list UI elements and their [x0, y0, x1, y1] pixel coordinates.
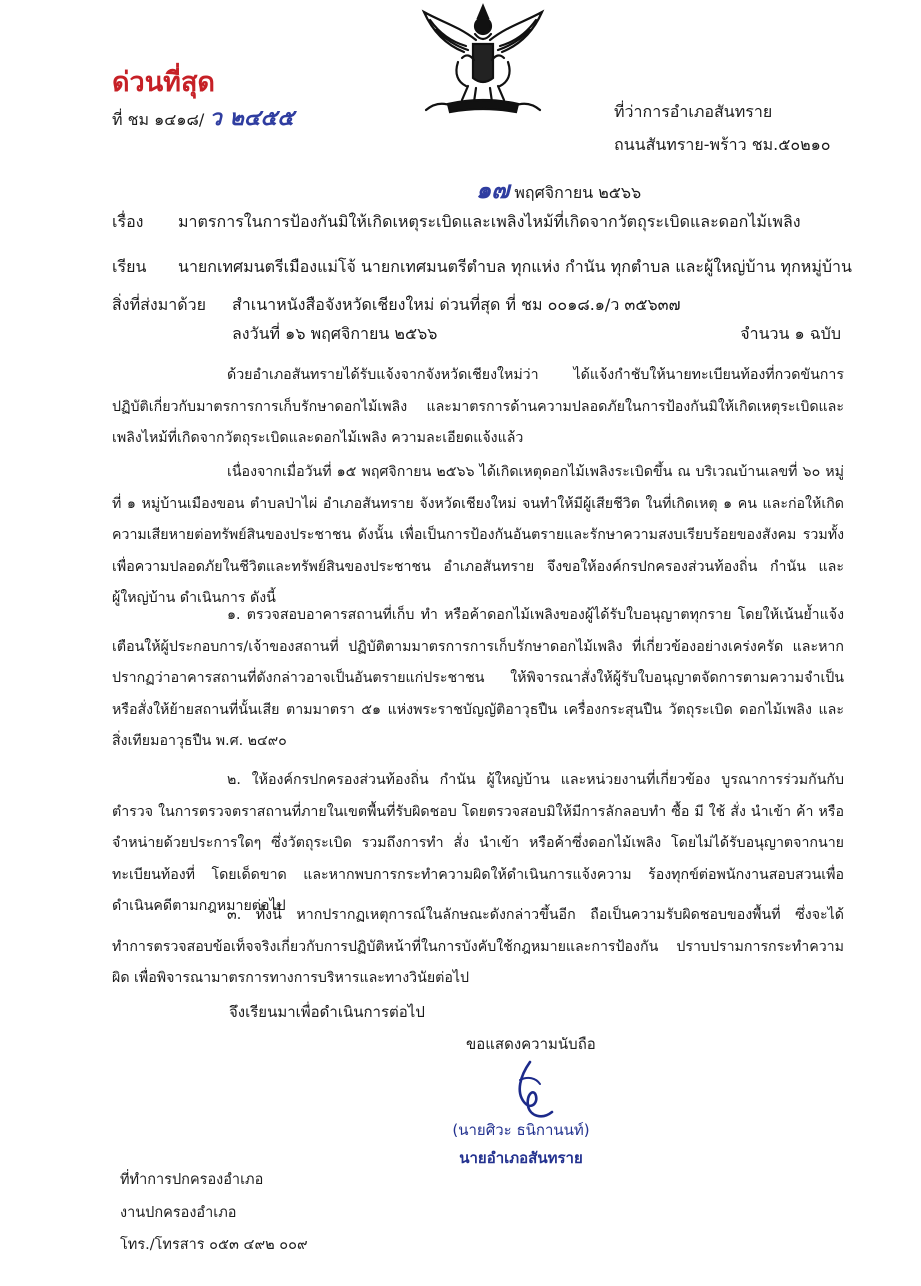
- office-address: ถนนสันทราย-พร้าว ชม.๕๐๒๑๐: [614, 135, 831, 154]
- contact-office: ที่ทำการปกครองอำเภอ: [120, 1172, 264, 1188]
- contact-department: งานปกครองอำเภอ: [120, 1205, 237, 1221]
- enclosure-line-2: ลงวันที่ ๑๖ พฤศจิกายน ๒๕๖๖: [232, 324, 438, 343]
- enclosure-copies: จำนวน ๑ ฉบับ: [740, 324, 841, 343]
- closing-request: จึงเรียนมาเพื่อดำเนินการต่อไป: [229, 1003, 425, 1021]
- date-day-handwritten: ๑๗: [476, 175, 510, 204]
- signer-position: นายอำเภอสันทราย: [459, 1149, 583, 1167]
- date-month-year: พฤศจิกายน ๒๕๖๖: [514, 183, 642, 202]
- document-date: [476, 170, 641, 209]
- body-paragraph-4: ๒. ให้องค์กรปกครองส่วนท้องถิ่น กำนัน ผู้ใหญ่บ้าน และหน่วยงานที่เกี่ยวข้อง บูรณาการร่วมกันกับตำรวจ ในการตรวจตราสถานที่ภายในเขตพื้นที่รับผิดชอบ โดยตรวจสอบมิให้มีการลักลอบทำ ซื้อ มี ใช้ สั่ง นำเข้า ค้า หรือจำหน่ายด้วยประการใดๆ ซึ่งวัตถุระเบิด รวมถึงการทำ สั่ง นำเข้า หรือค้าซึ่งดอกไม้เพลิง โดยไม่ได้รับอนุญาตจากนายทะเบียนท้องที่ โดยเด็ดขาด และหากพบการกระทำความผิดให้ดำเนินการแจ้งความ ร้องทุกข์ต่อพนักงานสอบสวนเพื่อดำเนินคดีตามกฎหมายต่อไป: [112, 772, 844, 914]
- reference-number-handwritten: ว ๒๔๕๕: [209, 105, 294, 131]
- document-reference: [112, 100, 294, 135]
- body-paragraph-1: ด้วยอำเภอสันทรายได้รับแจ้งจากจังหวัดเชียงใหม่ว่า ได้แจ้งกำชับให้นายทะเบียนท้องที่กวดขันการปฏิบัติเกี่ยวกับมาตรการการเก็บรักษาดอกไม้เพลิง และมาตรการด้านความปลอดภัยในการป้องกันมิให้เกิดเหตุระเบิดและเพลิงไหม้ที่เกิดจากวัตถุระเบิดและดอกไม้เพลิง ความละเอียดแจ้งแล้ว: [112, 367, 844, 446]
- contact-phone: โทร./โทรสาร ๐๕๓ ๔๙๒ ๐๐๙: [120, 1237, 308, 1253]
- urgent-heading: ด่วนที่สุด: [112, 67, 215, 98]
- body-paragraph-3: ๑. ตรวจสอบอาคารสถานที่เก็บ ทำ หรือค้าดอกไม้เพลิงของผู้ได้รับใบอนุญาตทุกราย โดยให้เน้นย้ำแจ้งเตือนให้ผู้ประกอบการ/เจ้าของสถานที่ ปฏิบัติตามมาตรการการเก็บรักษาดอกไม้เพลิง ที่เกี่ยวข้องอย่างเคร่งครัด และหากปรากฏว่าอาคารสถานที่ดังกล่าวอาจเป็นอันตรายแก่ประชาชน ให้พิจารณาสั่งให้ผู้รับใบอนุญาตจัดการตามความจำเป็น หรือสั่งให้ย้ายสถานที่นั้นเสีย ตามมาตรา ๕๑ แห่งพระราชบัญญัติอาวุธปืน เครื่องกระสุนปืน วัตถุระเบิด ดอกไม้เพลิง และสิ่งเทียมอาวุธปืน พ.ศ. ๒๔๙๐: [112, 607, 844, 749]
- signer-name: (นายศิวะ ธนิกานนท์): [452, 1121, 590, 1139]
- subject-text: มาตรการในการป้องกันมิให้เกิดเหตุระเบิดและเพลิงไหม้ที่เกิดจากวัตถุระเบิดและดอกไม้เพลิง: [178, 212, 801, 231]
- body-paragraph-2: เนื่องจากเมื่อวันที่ ๑๕ พฤศจิกายน ๒๕๖๖ ได้เกิดเหตุดอกไม้เพลิงระเบิดขึ้น ณ บริเวณบ้านเลขที่ ๖๐ หมู่ที่ ๑ หมู่บ้านเมืองขอน ตำบลป่าไผ่ อำเภอสันทราย จังหวัดเชียงใหม่ จนทำให้มีผู้เสียชีวิต ในที่เกิดเหตุ ๑ คน และก่อให้เกิดความเสียหายต่อทรัพย์สินของประชาชน ดังนั้น เพื่อเป็นการป้องกันอันตรายและรักษาความสงบเรียบร้อยของสังคม รวมทั้งเพื่อความปลอดภัยในชีวิตและทรัพย์สินของประชาชน อำเภอสันทราย จึงขอให้องค์กรปกครองส่วนท้องถิ่น กำนัน และผู้ใหญ่บ้าน ดำเนินการ ดังนี้: [112, 464, 844, 606]
- recipient-text: นายกเทศมนตรีเมืองแม่โจ้ นายกเทศมนตรีตำบล ทุกแห่ง กำนัน ทุกตำบล และผู้ใหญ่บ้าน ทุกหมู่บ้าน: [178, 257, 852, 276]
- office-name: ที่ว่าการอำเภอสันทราย: [614, 102, 773, 121]
- subject-label: เรื่อง: [112, 212, 144, 231]
- enclosure-label: สิ่งที่ส่งมาด้วย: [112, 295, 206, 314]
- closing-regards: ขอแสดงความนับถือ: [466, 1035, 596, 1053]
- recipient-label: เรียน: [112, 257, 147, 276]
- reference-prefix: ที่ ชม ๑๔๑๘/: [112, 110, 205, 129]
- body-paragraph-5: ๓. ทั้งนี้ หากปรากฏเหตุการณ์ในลักษณะดังกล่าวขึ้นอีก ถือเป็นความรับผิดชอบของพื้นที่ ซึ่งจะได้ทำการตรวจสอบข้อเท็จจริงเกี่ยวกับการปฏิบัติหน้าที่ในการบังคับใช้กฎหมายและการป้องกัน ปราบปรามการกระทำความผิด เพื่อพิจารณามาตรการทางการบริหารและทางวินัยต่อไป: [112, 907, 844, 986]
- enclosure-line-1: สำเนาหนังสือจังหวัดเชียงใหม่ ด่วนที่สุด ที่ ชม ๐๐๑๘.๑/ว ๓๕๖๓๗: [232, 295, 681, 314]
- garuda-emblem-icon: [418, 0, 548, 118]
